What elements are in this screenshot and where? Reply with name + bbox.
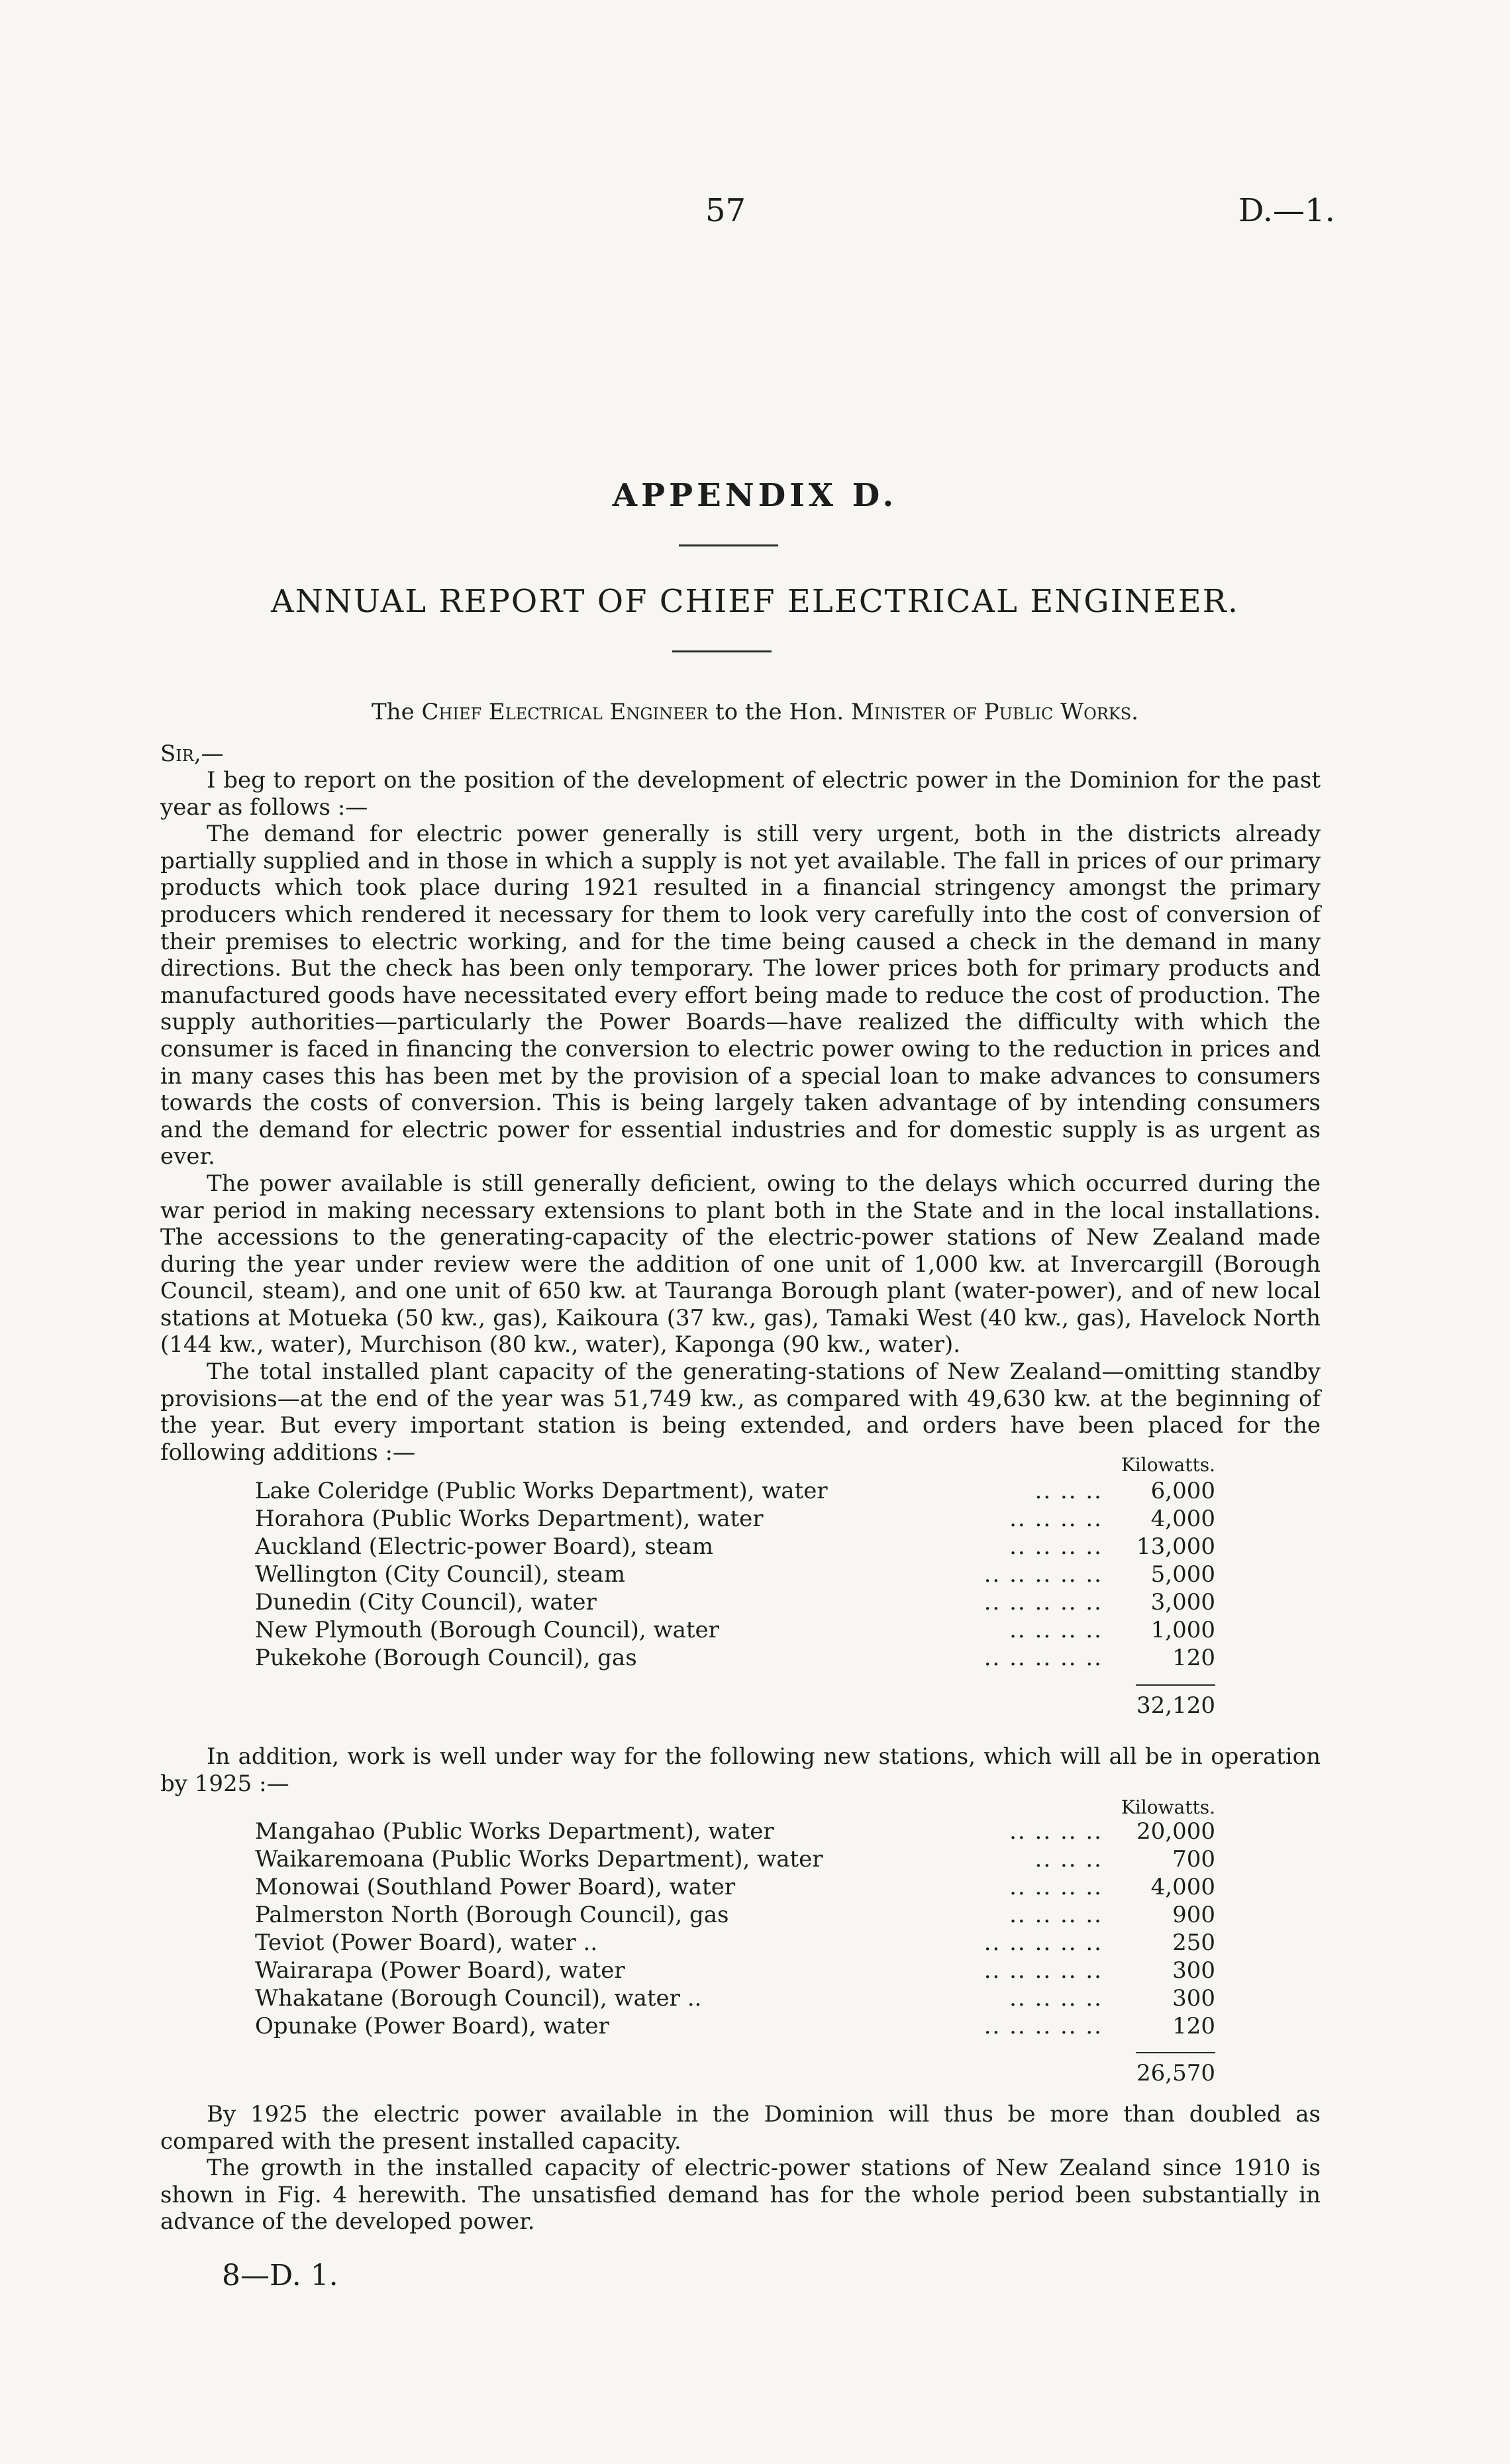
table-row — [255, 1901, 1215, 1929]
dot-leaders: .. .. .. .. — [1009, 1985, 1103, 2012]
dot-leaders: .. .. .. .. .. — [983, 2013, 1103, 2039]
station-name: New Plymouth (Borough Council), water — [255, 1617, 719, 1643]
title-divider — [672, 650, 772, 652]
dot-leaders: .. .. .. .. — [1009, 1533, 1103, 1560]
station-name: Monowai (Southland Power Board), water — [255, 1874, 736, 1900]
kilowatt-value: 120 — [1172, 1645, 1215, 1671]
station-name: Opunake (Power Board), water — [255, 2013, 609, 2039]
table-total: 26,570 — [1136, 2060, 1215, 2086]
addressee-the: The — [372, 699, 415, 725]
appendix-heading: APPENDIX D. — [612, 477, 898, 514]
paragraph: The growth in the installed capacity of electric-power stations of New Zealand since 1910 is shown in Fig. 4 herewith. The unsatisfied demand has for the whole period been substantially in advance of the developed power. — [160, 2155, 1321, 2235]
table-row — [255, 1818, 1215, 1845]
dot-leaders: .. .. .. .. .. — [983, 1589, 1103, 1616]
dot-leaders: .. .. .. .. — [1009, 1617, 1103, 1643]
station-name: Mangahao (Public Works Department), water — [255, 1818, 774, 1845]
table-total: 32,120 — [1136, 1692, 1215, 1719]
total-rule — [1136, 2052, 1215, 2053]
table-row — [255, 1984, 1215, 2012]
table-row — [255, 2012, 1215, 2040]
station-name: Waikaremoana (Public Works Department), water — [255, 1846, 823, 1873]
body-section-3 — [160, 2101, 1321, 2235]
paragraph: The total installed plant capacity of the generating-stations of New Zealand—omitting standby provisions—at the end of the year was 51,749 kw., as compared with 49,630 kw. at the beginning of the year. But every important station is being extended, and orders have been placed for the following additions :— — [160, 1359, 1321, 1466]
table-row — [255, 1561, 1215, 1588]
new-stations-table — [255, 1796, 1215, 2101]
station-name: Teviot (Power Board), water .. — [255, 1929, 598, 1956]
addressee-line — [0, 699, 1510, 725]
table-row — [255, 1505, 1215, 1533]
table-row — [255, 1588, 1215, 1616]
kilowatt-value: 250 — [1172, 1929, 1215, 1956]
table-row — [255, 1533, 1215, 1561]
kilowatt-value: 3,000 — [1150, 1589, 1215, 1616]
dot-leaders: .. .. .. — [1034, 1478, 1103, 1504]
addressee-from: Chief Electrical Engineer — [421, 699, 709, 725]
page-number: 57 — [705, 192, 746, 229]
kilowatt-value: 20,000 — [1136, 1818, 1215, 1845]
paragraph: I beg to report on the position of the development of electric power in the Dominion for the past year as follows :— — [160, 767, 1321, 821]
report-title: ANNUAL REPORT OF CHIEF ELECTRICAL ENGINEER. — [270, 583, 1240, 620]
units-heading: Kilowatts. — [1121, 1796, 1215, 1818]
dot-leaders: .. .. .. — [1034, 1846, 1103, 1873]
table-row — [255, 1845, 1215, 1873]
body-section-1 — [160, 767, 1321, 1466]
units-heading: Kilowatts. — [1121, 1454, 1215, 1476]
dot-leaders: .. .. .. .. .. — [983, 1645, 1103, 1671]
kilowatt-value: 6,000 — [1150, 1478, 1215, 1504]
kilowatt-value: 1,000 — [1150, 1617, 1215, 1643]
table-row — [255, 1957, 1215, 1984]
kilowatt-value: 300 — [1172, 1985, 1215, 2012]
table-row — [255, 1477, 1215, 1505]
station-name: Dunedin (City Council), water — [255, 1589, 597, 1616]
dot-leaders: .. .. .. .. — [1009, 1506, 1103, 1532]
station-name: Palmerston North (Borough Council), gas — [255, 1902, 729, 1928]
dot-leaders: .. .. .. .. — [1009, 1818, 1103, 1845]
salutation: Sir,— — [160, 741, 224, 767]
dot-leaders: .. .. .. .. — [1009, 1874, 1103, 1900]
document-reference: D.—1. — [1238, 192, 1335, 229]
kilowatt-value: 5,000 — [1150, 1561, 1215, 1588]
kilowatt-value: 900 — [1172, 1902, 1215, 1928]
station-name: Whakatane (Borough Council), water .. — [255, 1985, 702, 2012]
signature-mark: 8—D. 1. — [222, 2259, 338, 2292]
station-name: Wairarapa (Power Board), water — [255, 1957, 625, 1984]
body-section-2 — [160, 1743, 1321, 1797]
station-name: Auckland (Electric-power Board), steam — [255, 1533, 714, 1560]
dot-leaders: .. .. .. .. .. — [983, 1929, 1103, 1956]
dot-leaders: .. .. .. .. — [1009, 1902, 1103, 1928]
additions-table — [255, 1454, 1215, 1745]
total-rule — [1136, 1684, 1215, 1686]
station-name: Horahora (Public Works Department), water — [255, 1506, 764, 1532]
addressee-recipient: Minister of Public Works. — [851, 699, 1138, 725]
table-row — [255, 1873, 1215, 1901]
paragraph: In addition, work is well under way for the following new stations, which will all be in operation by 1925 :— — [160, 1743, 1321, 1797]
station-name: Wellington (City Council), steam — [255, 1561, 625, 1588]
kilowatt-value: 700 — [1172, 1846, 1215, 1873]
table-row — [255, 1929, 1215, 1957]
kilowatt-value: 4,000 — [1150, 1506, 1215, 1532]
kilowatt-value: 13,000 — [1136, 1533, 1215, 1560]
table-row — [255, 1616, 1215, 1644]
paragraph: The demand for electric power generally is still very urgent, both in the districts already partially supplied and in those in which a supply is not yet available. The fall in prices of our primary products which took place during 1921 resulted in a financial stringency amongst the primary producers which rendered it necessary for them to look very carefully into the cost of conversion of their premises to electric working, and for the time being caused a check in the demand in many directions. But the check has been only temporary. The lower prices both for primary products and manufactured goods have necessitated every effort being made to reduce the cost of production. The supply authorities—particularly the Power Boards—have realized the difficulty with which the consumer is faced in financing the conversion to electric power owing to the reduction in prices and in many cases this has been met by the provision of a special loan to make advances to consumers towards the costs of conversion. This is being largely taken advantage of by intending consumers and the demand for electric power for essential industries and for domestic supply is as urgent as ever. — [160, 821, 1321, 1170]
kilowatt-value: 300 — [1172, 1957, 1215, 1984]
paragraph: By 1925 the electric power available in the Dominion will thus be more than doubled as compared with the present installed capacity. — [160, 2101, 1321, 2155]
dot-leaders: .. .. .. .. .. — [983, 1561, 1103, 1588]
heading-divider — [679, 544, 778, 546]
table-row — [255, 1644, 1215, 1672]
kilowatt-value: 120 — [1172, 2013, 1215, 2039]
addressee-to: to the Hon. — [715, 699, 844, 725]
kilowatt-value: 4,000 — [1150, 1874, 1215, 1900]
paragraph: The power available is still generally deficient, owing to the delays which occurred during the war period in making necessary extensions to plant both in the State and in the local installations. The accessions to the generating-capacity of the electric-power stations of New Zealand made during the year under review were the addition of one unit of 1,000 kw. at Invercargill (Borough Council, steam), and one unit of 650 kw. at Tauranga Borough plant (water-power), and of new local stations at Motueka (50 kw., gas), Kaikoura (37 kw., gas), Tamaki West (40 kw., gas), Havelock North (144 kw., water), Murchison (80 kw., water), Kaponga (90 kw., water). — [160, 1170, 1321, 1359]
station-name: Pukekohe (Borough Council), gas — [255, 1645, 637, 1671]
dot-leaders: .. .. .. .. .. — [983, 1957, 1103, 1984]
station-name: Lake Coleridge (Public Works Department), water — [255, 1478, 828, 1504]
